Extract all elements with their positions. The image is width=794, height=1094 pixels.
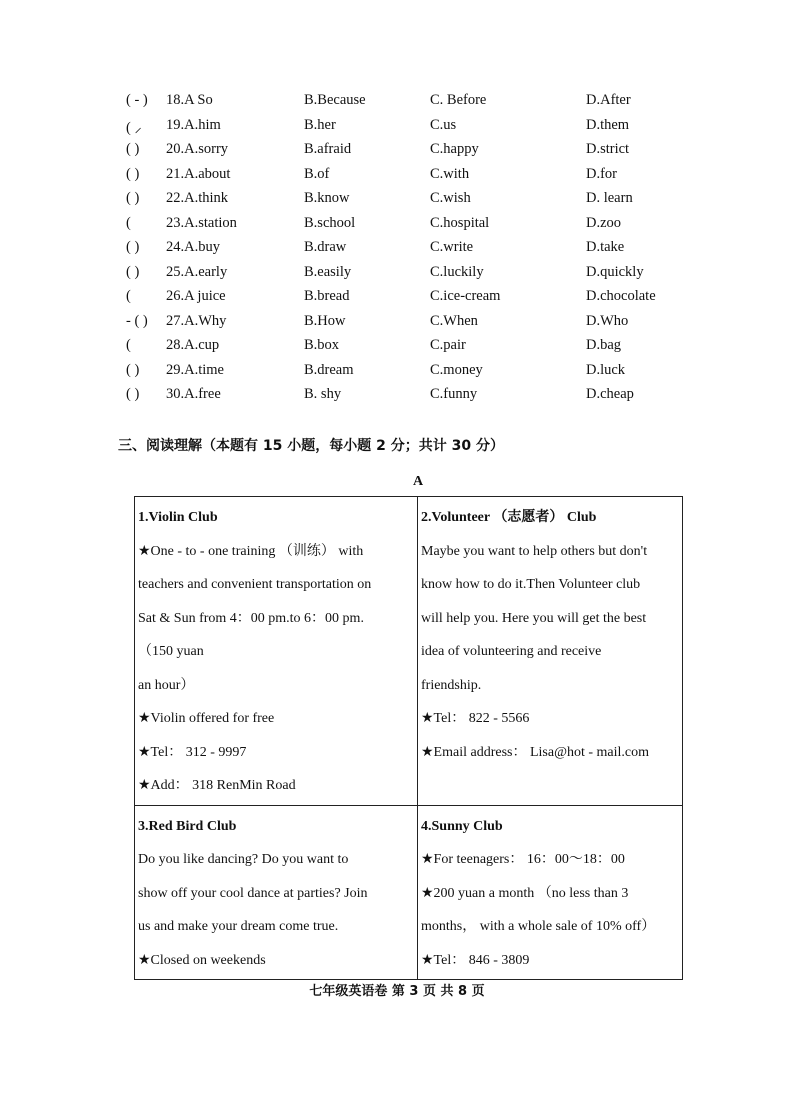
question-row: [0, 288, 794, 312]
paren-marker: ( ): [126, 263, 140, 280]
clubs-table: [134, 496, 683, 980]
question-row: [0, 92, 794, 116]
option-b: B.dream: [304, 361, 354, 378]
option-b: B.How: [304, 312, 346, 329]
option-a: 21.A.about: [166, 165, 231, 182]
question-row: [0, 264, 794, 288]
club-desc-line: will help you. Here you will get the best: [421, 610, 647, 626]
club-free: ★Violin offered for free: [138, 711, 275, 726]
option-a: 28.A.cup: [166, 337, 220, 353]
option-c: C.luckily: [430, 263, 484, 280]
question-row: [0, 117, 794, 141]
option-d: D. learn: [586, 190, 633, 206]
club-tel: ★Tel： 846 - 3809: [421, 952, 530, 968]
paren-marker: ( ): [126, 361, 140, 378]
passage-label: A: [413, 474, 424, 489]
option-c: C.hospital: [430, 214, 490, 231]
option-d: D.zoo: [586, 214, 622, 231]
club-desc-line: Do you like dancing? Do you want to: [138, 852, 349, 867]
option-c: C.When: [430, 312, 478, 329]
option-d: D.take: [586, 239, 625, 255]
option-b: B.know: [304, 190, 350, 206]
option-b: B.Because: [304, 92, 366, 108]
club-email: ★Email address： Lisa@hot - mail.com: [421, 744, 650, 760]
club-desc-line: us and make your dream come true.: [138, 919, 339, 934]
redbird-club-cell: [135, 805, 418, 980]
club-desc-line: （150 yuan: [138, 644, 204, 659]
option-a: 30.A.free: [166, 386, 221, 402]
paren-marker: - ( ): [126, 312, 148, 329]
option-a: 22.A.think: [166, 190, 229, 206]
option-a: 19.A.him: [166, 116, 221, 133]
paren-marker: (: [126, 337, 131, 353]
paren-marker: ( ): [126, 239, 140, 255]
paren-marker: ( ): [126, 165, 140, 182]
club-address: ★Add： 318 RenMin Road: [138, 778, 296, 793]
club-title: 2.Volunteer （志愿者） Club: [421, 510, 597, 525]
question-row: [0, 337, 794, 361]
paren-marker: ( ): [126, 141, 140, 157]
sunny-club-cell: [418, 805, 683, 980]
option-a: 18.A So: [166, 92, 213, 108]
club-desc-line: Maybe you want to help others but don't: [421, 543, 648, 559]
club-desc-line: Sat & Sun from 4：00 pm.to 6：00 pm.: [138, 610, 364, 626]
option-d: D.Who: [586, 312, 629, 329]
question-row: [0, 215, 794, 239]
option-a: 24.A.buy: [166, 239, 220, 255]
option-d: D.luck: [586, 361, 626, 378]
option-b: B.draw: [304, 239, 347, 255]
club-desc-line: friendship.: [421, 677, 482, 693]
paren-marker: ( ): [126, 190, 140, 206]
option-b: B. shy: [304, 386, 342, 402]
option-d: D.for: [586, 165, 618, 182]
option-a: 27.A.Why: [166, 312, 227, 329]
option-b: B.box: [304, 337, 340, 353]
question-row: [0, 166, 794, 190]
question-row: [0, 386, 794, 410]
option-a: 23.A.station: [166, 214, 237, 231]
question-row: [0, 313, 794, 337]
paren-marker: (: [126, 214, 131, 231]
club-desc-line: show off your cool dance at parties? Join: [138, 885, 368, 901]
option-c: C.with: [430, 165, 470, 182]
club-tel: ★Tel： 822 - 5566: [421, 711, 530, 726]
club-closed: ★Closed on weekends: [138, 952, 266, 968]
club-desc-line: an hour）: [138, 677, 195, 693]
club-title: 3.Red Bird Club: [138, 818, 237, 834]
option-b: B.school: [304, 214, 356, 231]
question-row: [0, 362, 794, 386]
option-c: C.funny: [430, 386, 478, 402]
option-d: D.After: [586, 92, 631, 108]
option-c: C.pair: [430, 337, 466, 353]
option-a: 20.A.sorry: [166, 141, 229, 157]
option-c: C.wish: [430, 190, 471, 206]
paren-marker: (: [126, 288, 131, 304]
option-c: C.ice-cream: [430, 288, 501, 304]
option-d: D.quickly: [586, 263, 644, 280]
club-price-line: ★200 yuan a month （no less than 3: [421, 885, 629, 901]
option-a: 25.A.early: [166, 263, 228, 280]
question-row: [0, 190, 794, 214]
option-d: D.chocolate: [586, 288, 656, 304]
club-desc-line: idea of volunteering and receive: [421, 644, 602, 659]
option-d: D.strict: [586, 141, 630, 157]
option-c: C. Before: [430, 92, 487, 108]
section-heading: 三、阅读理解（本题有 15 小题，每小题 2 分；共计 30 分）: [118, 438, 504, 454]
option-b: B.her: [304, 116, 336, 133]
option-d: D.them: [586, 116, 630, 133]
paren-marker: ( ⸝: [126, 119, 142, 136]
paren-marker: ( ): [126, 386, 140, 402]
option-b: B.bread: [304, 288, 350, 304]
option-c: C.write: [430, 239, 474, 255]
option-c: C.us: [430, 116, 457, 133]
question-row: [0, 239, 794, 263]
club-title: 4.Sunny Club: [421, 818, 503, 834]
club-desc-line: know how to do it.Then Volunteer club: [421, 577, 641, 592]
option-b: B.afraid: [304, 141, 352, 157]
volunteer-club-cell: [418, 497, 683, 806]
page-footer: 七年级英语卷 第 3 页 共 8 页: [309, 984, 485, 999]
club-desc-line: teachers and convenient transportation on: [138, 577, 372, 592]
club-teens: ★For teenagers： 16：00～18：00: [421, 852, 625, 867]
option-d: D.cheap: [586, 386, 634, 402]
option-c: C.money: [430, 361, 483, 378]
club-desc-line: ★One - to - one training （训练） with: [138, 543, 364, 559]
option-a: 26.A juice: [166, 288, 226, 304]
option-d: D.bag: [586, 337, 622, 353]
option-b: B.of: [304, 165, 330, 182]
question-row: [0, 141, 794, 165]
paren-marker: ( ‐ ): [126, 92, 148, 108]
option-b: B.easily: [304, 263, 352, 280]
option-a: 29.A.time: [166, 361, 224, 378]
club-title: 1.Violin Club: [138, 510, 218, 525]
club-price-line: months， with a whole sale of 10% off）: [421, 919, 656, 934]
club-tel: ★Tel： 312 - 9997: [138, 744, 247, 760]
violin-club-cell: [135, 497, 418, 806]
option-c: C.happy: [430, 141, 479, 157]
